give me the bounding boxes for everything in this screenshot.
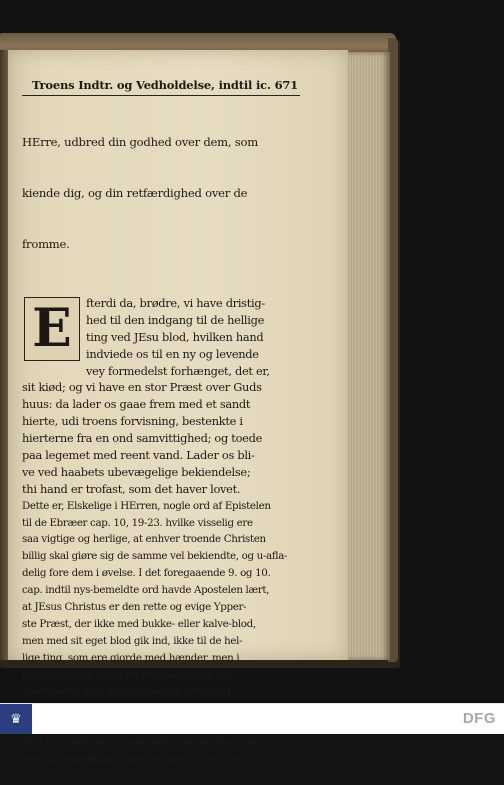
decorated-initial [24, 297, 80, 361]
viewer-footer [0, 703, 504, 734]
text-line: thi hand er trofast, som det haver lovet. [22, 481, 241, 496]
text-line: himmelen selv, fandt en evig forløsning, og [22, 668, 232, 681]
text-line: indviede os til en ny og levende [86, 346, 259, 361]
intro-line: fromme. [22, 237, 70, 251]
text-line: med al frimodighed holde os nær til Gud, og til al- [22, 753, 266, 766]
text-line: aabenbares altid for Guds ansigt for os; og [22, 685, 231, 698]
text-line: sit kiød; og vi have en stor Præst over Guds [22, 380, 262, 395]
page-text [22, 78, 300, 785]
text-line: at JEsus Christus er den rette og evige Ypper- [22, 601, 247, 614]
text-line: saa vigtige og herlige, at enhver troende Christen [22, 533, 266, 546]
dfg-logo: DFG [462, 710, 496, 727]
intro-paragraph [22, 100, 300, 287]
text-line: paa legemet med reent vand. Lader os bli- [22, 448, 255, 463]
text-line: cap. indtil nys-bemeldte ord havde Apostelen lært, [22, 584, 270, 597]
intro-line: kiende dig, og din retfærdighed over de [22, 186, 248, 200]
text-line: hed til den indgang til de hellige [86, 312, 265, 327]
book-spine-edge [0, 50, 8, 660]
text-line: vey formedelst forhænget, det er, [86, 363, 270, 378]
text-line: billig skal giøre sig de samme vel bekiendte, og u-afla- [22, 550, 288, 563]
intro-line: HErre, udbred din godhed over dem, som [22, 135, 258, 149]
header-rule [22, 95, 300, 96]
decorated-initial-letter: E [32, 298, 72, 359]
catchword: le [291, 769, 300, 782]
text-line: huus: da lader os gaae frem med et sandt [22, 397, 251, 412]
text-line: fterdi da, brødre, vi have dristig- [86, 296, 265, 310]
text-line: ste Præst, der ikke med bukke- eller kalve-blod, [22, 617, 256, 630]
text-line: hierte, udi troens forvisning, bestenkte i [22, 414, 243, 429]
text-line: lige ting, som ere giorde med hænder, men i [22, 651, 240, 664]
text-line: hierterne fra en ond samvittighed; og toede [22, 431, 263, 446]
text-line: at vi nu, saafremt vi i sandhed troe paa ham, tør [22, 736, 258, 749]
text-line: ve ved haabets ubevægelige bekiendelse; [22, 464, 251, 479]
text-line: til de Ebræer cap. 10, 19-23. hvilke visselig ere [22, 516, 253, 529]
library-logo-icon[interactable]: ♛ [0, 704, 32, 734]
text-line: ting ved JEsu blod, hvilken hand [86, 329, 264, 344]
running-header: Troens Indtr. og Vedholdelse, indtil ic. 671 [32, 78, 298, 92]
text-line: Dette er, Elskelige i HErren, nogle ord af Epistelen [22, 499, 271, 512]
text-line: delig fore dem i øvelse. I det foregaaende 9. og 10. [22, 567, 271, 580]
page-fore-edge [346, 52, 390, 660]
text-line: men med sit eget blod gik ind, ikke til de hel- [22, 634, 243, 647]
